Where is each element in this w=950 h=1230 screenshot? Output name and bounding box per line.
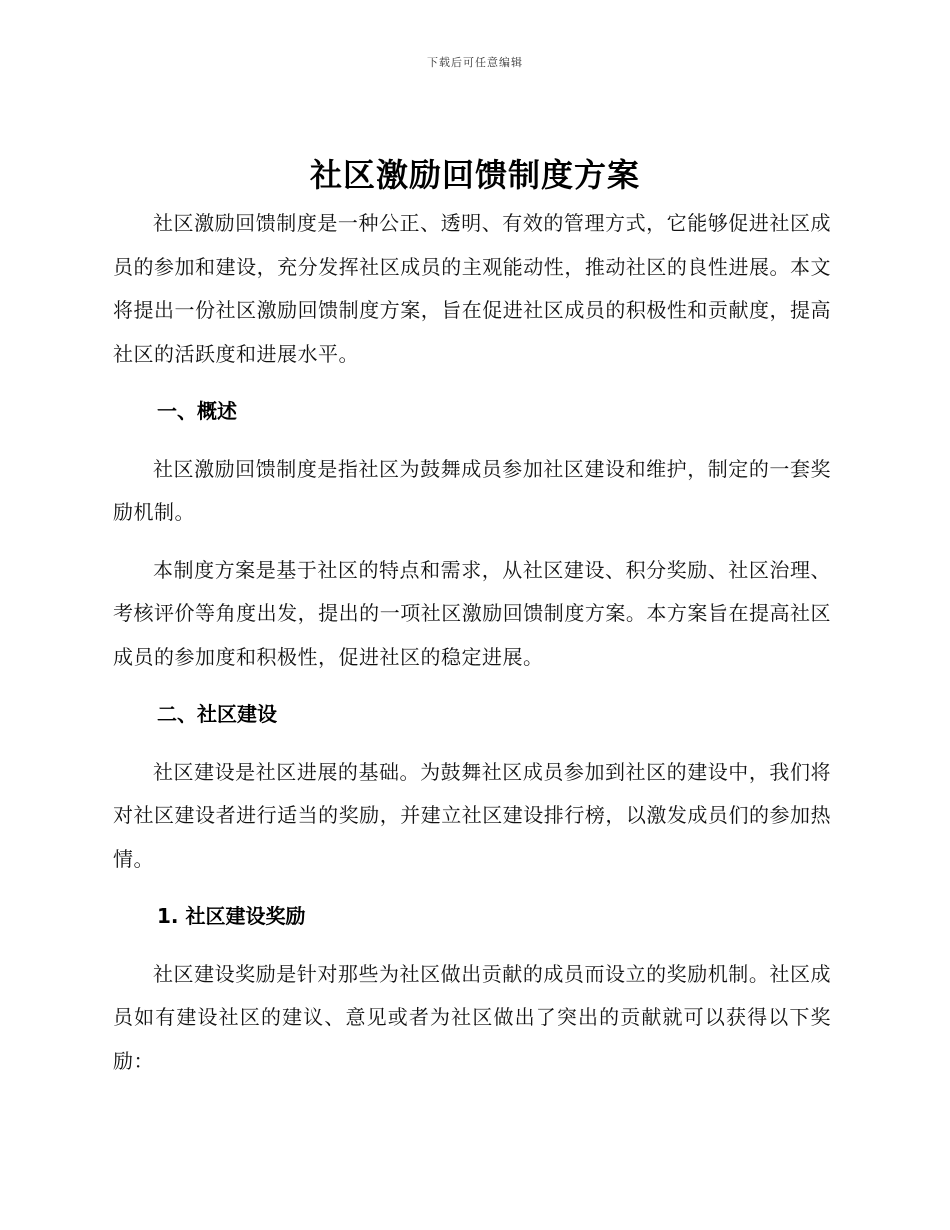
overview-paragraph-2: 本制度方案是基于社区的特点和需求，从社区建设、积分奖励、社区治理、考核评价等角度出发，提出的一项社区激励回馈制度方案。本方案旨在提高社区成员的参加度和积极性，促进社区的稳定进展。	[113, 557, 831, 669]
intro-paragraph: 社区激励回馈制度是一种公正、透明、有效的管理方式，它能够促进社区成员的参加和建设，充分发挥社区成员的主观能动性，推动社区的良性进展。本文将提出一份社区激励回馈制度方案，旨在促进社区成员的积极性和贡献度，提高社区的活跃度和进展水平。	[113, 211, 831, 366]
document-body	[113, 202, 831, 1097]
section-heading-construction: 二、社区建设	[157, 702, 277, 726]
construction-paragraph: 社区建设是社区进展的基础。为鼓舞社区成员参加到社区的建设中，我们将对社区建设者进行适当的奖励，并建立社区建设排行榜，以激发成员们的参加热情。	[113, 759, 831, 871]
section-heading-overview: 一、概述	[157, 399, 237, 423]
document-title: 社区激励回馈制度方案	[309, 156, 640, 194]
subsection-heading-award: 1. 社区建设奖励	[157, 904, 306, 928]
award-paragraph: 社区建设奖励是针对那些为社区做出贡献的成员而设立的奖励机制。社区成员如有建设社区的建议、意见或者为社区做出了突出的贡献就可以获得以下奖励：	[113, 961, 831, 1073]
overview-paragraph-1: 社区激励回馈制度是指社区为鼓舞成员参加社区建设和维护，制定的一套奖励机制。	[113, 456, 831, 524]
header-note: 下载后可任意编辑	[427, 56, 523, 69]
